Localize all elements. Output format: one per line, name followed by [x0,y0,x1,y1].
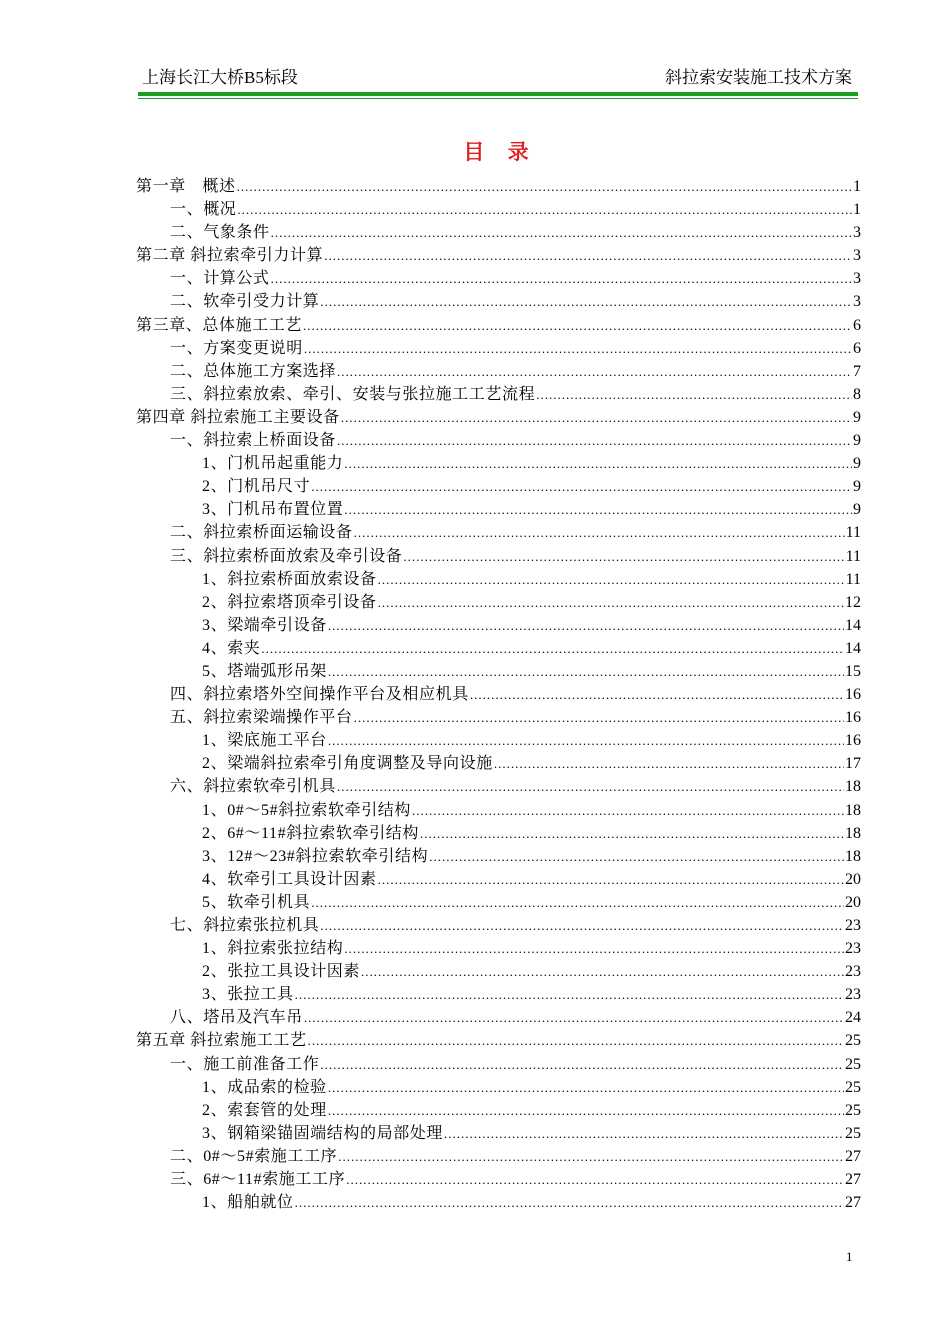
toc-entry[interactable] [136,729,861,752]
toc-entry[interactable] [136,383,861,406]
page-number: 1 [846,1249,853,1264]
toc-entry-page: 9 [853,455,861,473]
toc-entry-page: 1 [853,201,861,219]
toc-entry-page: 8 [853,385,861,403]
toc-entry[interactable] [136,406,861,429]
toc-dot-leader [344,498,852,521]
toc-entry-page: 27 [845,1171,861,1189]
toc-entry-page: 6 [853,339,861,357]
toc-entry-title: 4、软牵引工具设计因素 [202,870,377,888]
toc-dot-leader [320,290,852,313]
toc-entry[interactable] [136,568,861,591]
toc-entry[interactable] [136,822,861,845]
toc-entry-title: 1、成品索的检验 [202,1078,327,1096]
toc-entry-page: 3 [853,270,861,288]
toc-entry[interactable] [136,891,861,914]
header-rule-thick [138,92,858,96]
toc-dot-leader [295,983,844,1006]
toc-entry-title: 3、钢箱梁锚固端结构的局部处理 [202,1124,444,1142]
toc-entry[interactable] [136,637,861,660]
toc-dot-leader [237,198,852,221]
toc-entry[interactable] [136,267,861,290]
toc-entry-page: 1 [853,178,861,195]
toc-entry[interactable] [136,290,861,313]
toc-dot-leader [320,1053,844,1076]
toc-entry[interactable] [136,1076,861,1099]
toc-entry-title: 5、塔端弧形吊架 [202,662,327,680]
toc-dot-leader [328,729,844,752]
toc-entry-title: 二、总体施工方案选择 [170,362,337,380]
toc-entry-page: 16 [845,686,861,704]
toc-entry-page: 15 [845,662,861,680]
toc-entry[interactable] [136,521,861,544]
toc-entry-page: 25 [845,1032,861,1050]
toc-entry-page: 3 [853,224,861,242]
toc-entry-page: 25 [845,1055,861,1073]
toc-dot-leader [420,822,844,845]
toc-entry[interactable] [136,198,861,221]
toc-dot-leader [338,1145,844,1168]
toc-entry[interactable] [136,937,861,960]
toc-entry[interactable] [136,314,861,337]
toc-entry[interactable] [136,545,861,568]
toc-entry[interactable] [136,1029,861,1052]
toc-entry[interactable] [136,591,861,614]
toc-entry-title: 1、0#～5#斜拉索软牵引结构 [202,801,412,819]
toc-title: 目 录 [463,140,537,164]
toc-entry-page: 18 [845,778,861,796]
toc-entry-title: 1、船舶就位 [202,1194,294,1212]
toc-dot-leader [328,1099,844,1122]
toc-entry-title: 1、斜拉索张拉结构 [202,940,344,958]
toc-entry-title: 1、斜拉索桥面放索设备 [202,570,377,588]
toc-entry-title: 二、0#～5#索施工工序 [170,1147,338,1165]
toc-entry[interactable] [136,706,861,729]
toc-entry-page: 25 [845,1124,861,1142]
toc-dot-leader [354,706,844,729]
toc-entry-title: 七、斜拉索张拉机具 [170,917,320,934]
toc-dot-leader [341,406,852,429]
toc-entry-page: 25 [845,1101,861,1119]
toc-entry-title: 第三章、总体施工工艺 [136,316,303,334]
toc-dot-leader [271,267,852,290]
toc-dot-leader [295,1191,844,1214]
toc-dot-leader [324,244,852,267]
toc-dot-leader [429,845,844,868]
toc-entry[interactable] [136,845,861,868]
toc-entry-page: 18 [845,847,861,865]
toc-entry[interactable] [136,1099,861,1122]
header-left-text: 上海长江大桥B5标段 [142,68,298,87]
toc-dot-leader [536,383,852,406]
toc-entry[interactable] [136,752,861,775]
toc-entry-title: 三、斜拉索放索、牵引、安装与张拉施工工艺流程 [170,385,536,403]
toc-entry-title: 一、方案变更说明 [170,339,303,357]
toc-entry-title: 一、计算公式 [170,270,270,288]
toc-entry-page: 12 [845,593,861,611]
toc-entry[interactable] [136,498,861,521]
toc-entry[interactable] [136,452,861,475]
toc-entry-title: 一、概况 [170,201,237,219]
toc-entry-page: 14 [845,616,861,634]
toc-entry[interactable] [136,1122,861,1145]
toc-entry-title: 二、软牵引受力计算 [170,293,320,311]
toc-entry-title: 2、索套管的处理 [202,1101,327,1119]
toc-entry[interactable] [136,868,861,891]
toc-dot-leader [346,1168,844,1191]
toc-entry-page: 18 [845,824,861,842]
toc-entry-page: 9 [853,501,861,519]
toc-entry-page: 14 [845,639,861,657]
toc-entry-page: 20 [845,870,861,888]
toc-entry-page: 9 [853,432,861,450]
toc-dot-leader [403,545,844,568]
toc-entry[interactable] [136,683,861,706]
toc-dot-leader [378,568,845,591]
toc-entry-page: 20 [845,893,861,911]
toc-entry-title: 3、12#～23#斜拉索软牵引结构 [202,847,429,865]
toc-entry[interactable] [136,775,861,798]
toc-entry-title: 2、门机吊尺寸 [202,478,311,496]
toc-entry-title: 第四章 斜拉索施工主要设备 [136,408,340,426]
toc-dot-leader [328,1076,844,1099]
toc-entry-page: 27 [845,1147,861,1165]
toc-entry-title: 2、张拉工具设计因素 [202,963,361,981]
table-of-contents [136,175,861,1214]
toc-entry-page: 11 [845,524,861,542]
toc-entry-page: 9 [853,408,861,426]
toc-entry-page: 27 [845,1194,861,1212]
toc-entry[interactable] [136,175,861,198]
toc-dot-leader [304,1006,844,1029]
toc-entry-title: 3、张拉工具 [202,986,294,1004]
toc-entry-title: 八、塔吊及汽车吊 [170,1009,303,1027]
header-right-text: 斜拉索安装施工技术方案 [665,68,852,87]
toc-entry-title: 一、斜拉索上桥面设备 [170,432,337,450]
toc-entry-page: 24 [845,1009,861,1027]
toc-entry-title: 2、梁端斜拉索牵引角度调整及导向设施 [202,755,493,773]
toc-dot-leader [494,752,844,775]
page-header [138,62,858,96]
toc-dot-leader [304,337,852,360]
toc-entry[interactable] [136,660,861,683]
toc-dot-leader [337,360,852,383]
toc-dot-leader [361,960,844,983]
toc-entry-title: 一、施工前准备工作 [170,1055,320,1073]
toc-entry-page: 11 [845,547,861,565]
toc-entry[interactable] [136,983,861,1006]
toc-entry-page: 17 [845,755,861,773]
toc-entry[interactable] [136,799,861,822]
toc-entry-title: 六、斜拉索软牵引机具 [170,778,337,796]
toc-dot-leader [337,429,852,452]
toc-entry[interactable] [136,244,861,267]
toc-entry-page: 3 [853,293,861,311]
toc-entry-title: 二、斜拉索桥面运输设备 [170,524,353,542]
toc-entry[interactable] [136,1145,861,1168]
toc-entry-page: 3 [853,247,861,265]
toc-dot-leader [261,637,844,660]
toc-entry-page: 16 [845,732,861,750]
toc-dot-leader [311,891,844,914]
toc-dot-leader [328,614,844,637]
toc-entry-page: 23 [845,917,861,934]
toc-entry-title: 3、梁端牵引设备 [202,616,327,634]
toc-dot-leader [311,475,852,498]
toc-dot-leader [444,1122,844,1145]
toc-dot-leader [378,868,844,891]
toc-dot-leader [378,591,844,614]
toc-entry-title: 第一章 概述 [136,178,236,195]
toc-entry[interactable] [136,914,861,937]
toc-entry-title: 5、软牵引机具 [202,893,311,911]
toc-entry-page: 25 [845,1078,861,1096]
toc-entry[interactable] [136,1168,861,1191]
toc-entry-title: 3、门机吊布置位置 [202,501,344,519]
toc-entry-title: 三、斜拉索桥面放索及牵引设备 [170,547,403,565]
toc-entry-title: 二、气象条件 [170,224,270,242]
toc-entry[interactable] [136,337,861,360]
toc-entry-page: 11 [845,570,861,588]
toc-dot-leader [470,683,844,706]
toc-entry-page: 23 [845,940,861,958]
toc-entry-title: 五、斜拉索梁端操作平台 [170,709,353,727]
toc-entry-title: 1、梁底施工平台 [202,732,327,750]
toc-entry-title: 第二章 斜拉索牵引力计算 [136,247,324,265]
toc-dot-leader [237,175,852,198]
toc-dot-leader [337,775,844,798]
toc-entry-title: 三、6#～11#索施工工序 [170,1171,346,1189]
toc-dot-leader [308,1029,844,1052]
toc-entry[interactable] [136,429,861,452]
toc-dot-leader [344,452,852,475]
toc-entry[interactable] [136,614,861,637]
header-rule-thin [138,98,858,99]
toc-entry[interactable] [136,1191,861,1214]
toc-dot-leader [328,660,844,683]
toc-dot-leader [412,799,844,822]
toc-entry[interactable] [136,1006,861,1029]
toc-entry-page: 6 [853,316,861,334]
toc-entry[interactable] [136,360,861,383]
toc-entry-title: 2、6#～11#斜拉索软牵引结构 [202,824,420,842]
toc-entry-page: 23 [845,986,861,1004]
toc-entry-title: 4、索夹 [202,639,261,657]
toc-dot-leader [344,937,844,960]
toc-entry-page: 18 [845,801,861,819]
toc-entry[interactable] [136,1053,861,1076]
toc-dot-leader [271,221,852,244]
toc-entry-title: 2、斜拉索塔顶牵引设备 [202,593,377,611]
toc-entry-title: 四、斜拉索塔外空间操作平台及相应机具 [170,686,469,704]
toc-entry-page: 9 [853,478,861,496]
toc-entry-page: 16 [845,709,861,727]
toc-entry[interactable] [136,221,861,244]
toc-dot-leader [320,914,844,937]
toc-entry[interactable] [136,475,861,498]
toc-entry-page: 23 [845,963,861,981]
toc-entry[interactable] [136,960,861,983]
toc-entry-title: 1、门机吊起重能力 [202,455,344,473]
toc-dot-leader [354,521,845,544]
toc-entry-title: 第五章 斜拉索施工工艺 [136,1032,307,1050]
toc-entry-page: 7 [853,362,861,380]
toc-dot-leader [303,314,852,337]
